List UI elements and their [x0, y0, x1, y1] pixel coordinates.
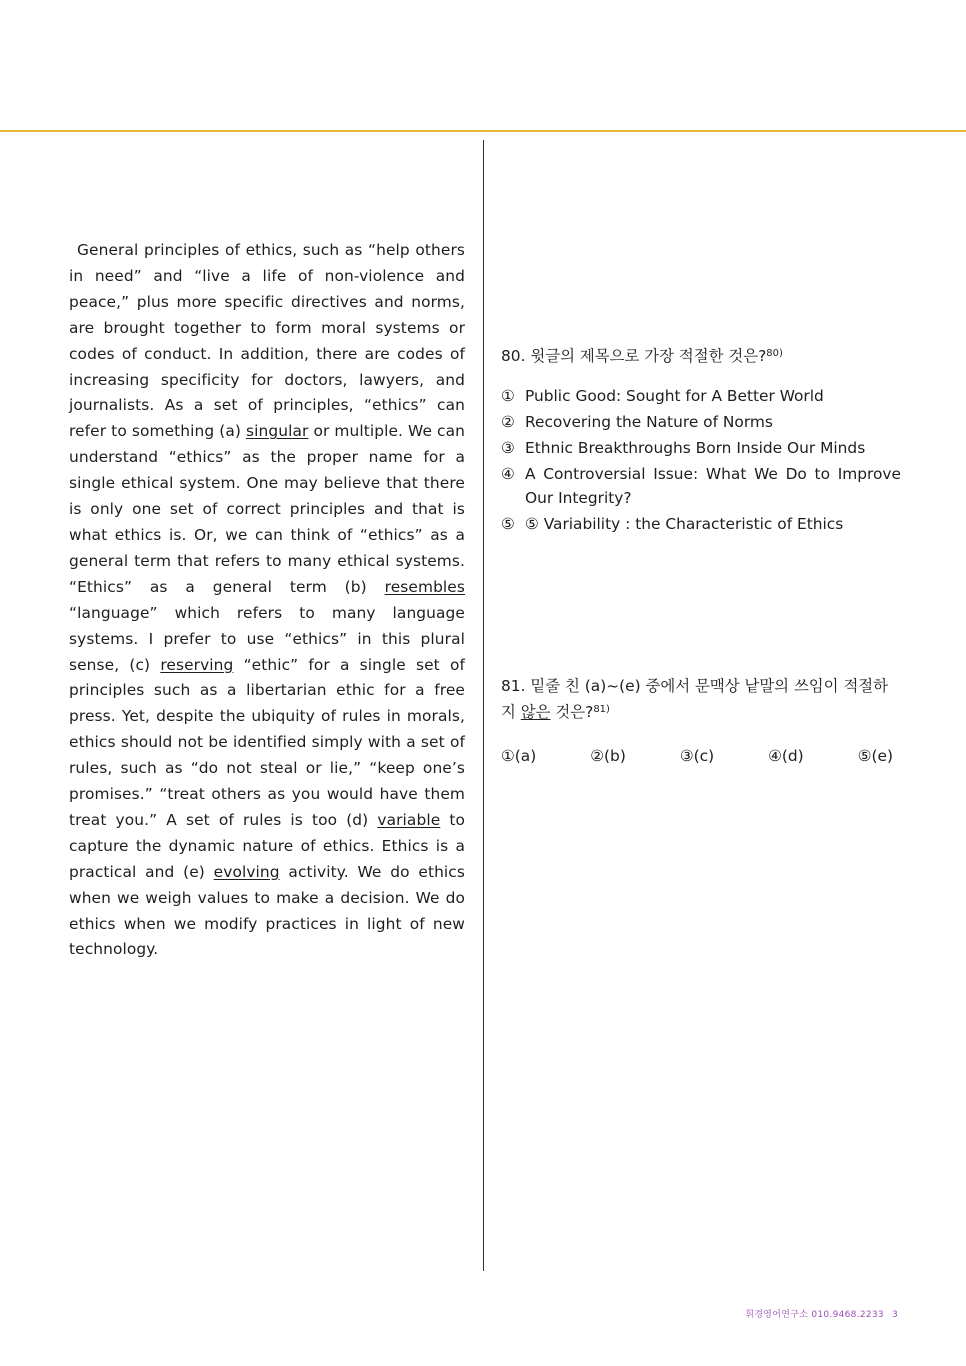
question-81	[501, 674, 901, 768]
option-number: ③	[501, 439, 515, 457]
underlined-word-c: reserving	[160, 655, 234, 674]
question-81-stem: 81. 밑줄 친 (a)~(e) 중에서 문맥상 낱말의 쓰임이 적절하지 않은 것은?$^{81)}$	[501, 677, 889, 721]
header-rule	[0, 130, 966, 132]
question-80	[501, 342, 901, 538]
page-footer	[737, 1307, 898, 1320]
option-text: Public Good: Sought for A Better World	[525, 387, 824, 405]
option-number: ④	[501, 465, 515, 483]
choice-b[interactable]: ②(b)	[590, 747, 626, 765]
underlined-word-b: resembles	[384, 577, 465, 596]
option-text: Ethnic Breakthroughs Born Inside Our Minds	[525, 439, 866, 457]
option-number: ②	[501, 413, 515, 431]
option-3[interactable]	[501, 436, 901, 460]
option-1[interactable]	[501, 384, 901, 408]
question-80-stem: 80. 윗글의 제목으로 가장 적절한 것은?$^{80)}$	[501, 347, 783, 365]
column-divider	[483, 140, 484, 1271]
underlined-word-e: evolving	[213, 862, 280, 881]
footnote-ref-81: 81)	[593, 704, 610, 715]
footer-label: 휘경영어연구소 010.9468.2233	[745, 1310, 884, 1320]
option-number: ①	[501, 387, 515, 405]
option-text: Recovering the Nature of Norms	[525, 413, 773, 431]
choice-a[interactable]: ①(a)	[501, 747, 537, 765]
underlined-word-a: singular	[246, 422, 309, 441]
footnote-ref-80: 80)	[766, 348, 783, 359]
option-4[interactable]	[501, 462, 901, 510]
choice-e[interactable]: ⑤(e)	[857, 747, 893, 765]
passage-paragraph: General principles of ethics, such as “help others in need” and “live a life of non-violence and peace,” plus more specific directives and norms, are brought together to form moral systems or codes of conduct. In addition, there are codes of increasing specificity for doctors, lawyers, and journalists. As a set of principles, “ethics” can refer to something (a) singular or multiple. We can understand “ethics” as the proper name for a single ethical system. One may believe that there is only one set of correct principles and that is what ethics is. Or, we can think of “ethics” as a general term that refers to many ethical systems. “Ethics” as a general term (b) resembles “language” which refers to many language systems. I prefer to use “ethics” in this plural sense, (c) reserving “ethic” for a single set of principles such as a libertarian ethic for a free press. Yet, despite the ubiquity of rules in morals, ethics should not be identified simply with a set of rules, such as “do not steal or lie,” “keep one’s promises.” “treat others as you would have them treat you.” A set of rules is too (d) variable to capture the dynamic nature of ethics. Ethics is a practical and (e) evolving activity. We do ethics when we weigh values to make a decision. We do ethics when we modify practices in light of new technology.	[69, 241, 466, 959]
reading-passage	[69, 238, 465, 963]
choice-c[interactable]: ③(c)	[679, 747, 715, 765]
option-number: ⑤	[501, 515, 515, 533]
underlined-word-d: variable	[377, 810, 441, 829]
underlined-negation: 않은	[520, 703, 551, 721]
option-text: A Controversial Issue: What We Do to Improve Our Integrity?	[525, 465, 901, 507]
question-81-choices	[501, 744, 893, 768]
question-80-options	[501, 384, 901, 536]
page-number: 3	[891, 1310, 898, 1320]
option-2[interactable]	[501, 410, 901, 434]
option-5[interactable]	[501, 512, 901, 536]
option-text: ⑤ Variability : the Characteristic of Ethics	[525, 515, 844, 533]
choice-d[interactable]: ④(d)	[768, 747, 804, 765]
